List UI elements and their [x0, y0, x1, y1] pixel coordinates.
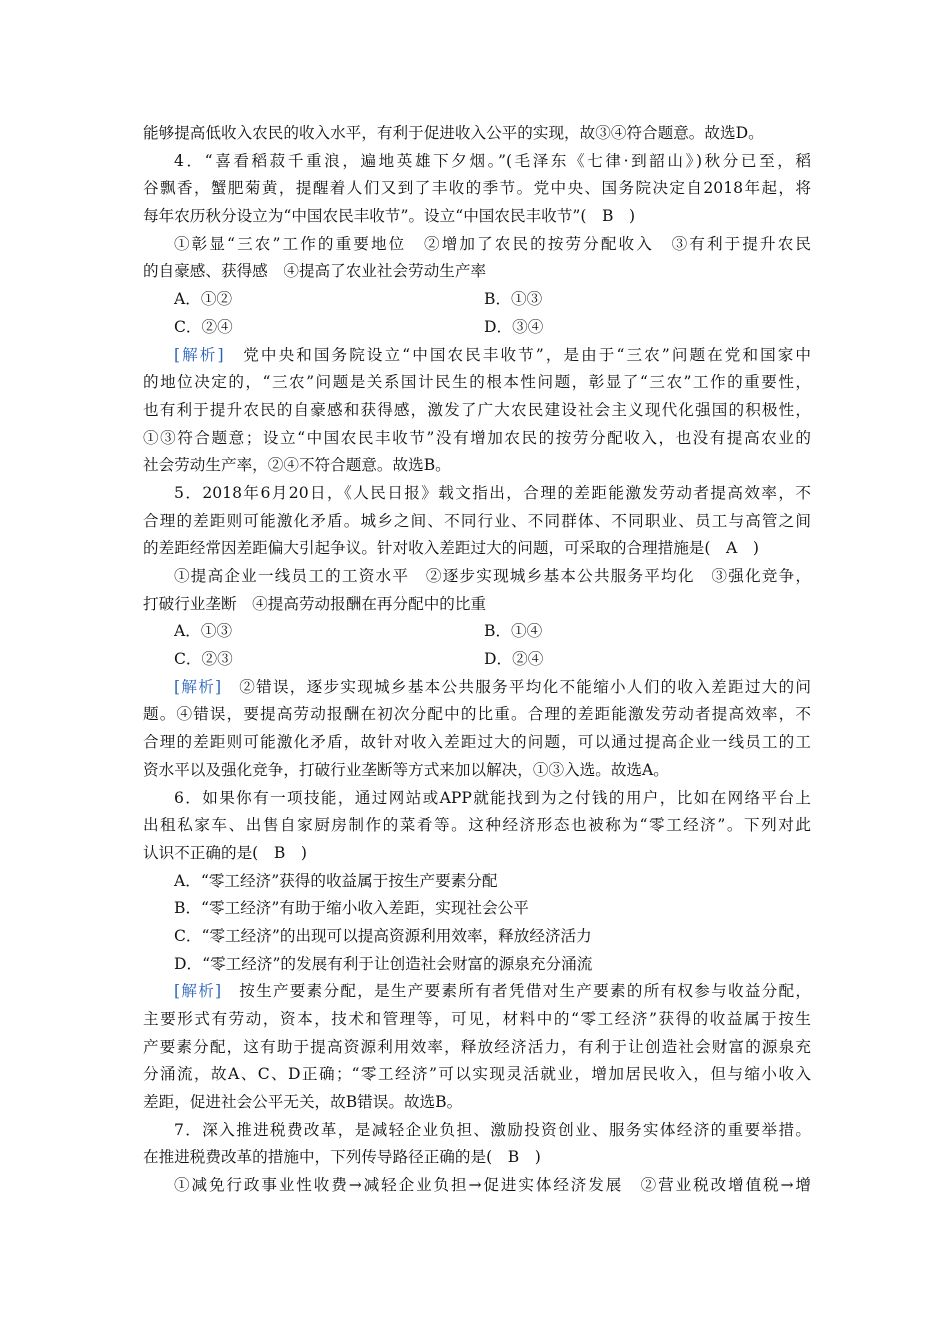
- question-6-stem-line: 6．如果你有一项技能，通过网站或APP就能找到为之付钱的用户，比如在网络平台上: [174, 788, 811, 807]
- question-5-analysis-line: 题。④错误，要提高劳动报酬在初次分配中的比重。合理的差距能激发劳动者提高效率，不: [143, 705, 811, 724]
- option-d: D．③④: [484, 317, 544, 336]
- question-4: [143, 148, 811, 480]
- question-6-analysis-line: 差距，促进社会公平无关，故B错误。故选B。: [143, 1093, 463, 1112]
- question-4-item-line: ①彰显“三农”工作的重要地位 ②增加了农民的按劳分配收入 ③有利于提升农民: [174, 234, 811, 253]
- question-4-stem-line: 每年农历秋分设立为“中国农民丰收节”。设立“中国农民丰收节”( B ): [143, 207, 636, 226]
- question-4-analysis-line: 社会劳动生产率，②④不符合题意。故选B。: [143, 456, 451, 475]
- question-4-item-line: 的自豪感、获得感 ④提高了农业社会劳动生产率: [143, 262, 487, 281]
- question-7-item-line: ①减免行政事业性收费→减轻企业负担→促进实体经济发展 ②营业税改增值税→增: [174, 1176, 811, 1195]
- question-5: [143, 480, 811, 785]
- question-6-analysis-line: 主要形式有劳动，资本，技术和管理等，可见，材料中的“零工经济”获得的收益属于按生: [143, 1010, 811, 1028]
- question-6-analysis-line: 分涌流，故A、C、D正确；“零工经济”可以实现灵活就业，增加居民收入，但与缩小收入: [143, 1065, 811, 1084]
- question-6-analysis-line: 产要素分配，这有助于提高资源利用效率，释放经济活力，有利于让创造社会财富的源泉充: [143, 1037, 811, 1056]
- question-6-choice-a: A．“零工经济”获得的收益属于按生产要素分配: [174, 871, 498, 890]
- question-4-analysis-line: ①③符合题意；设立“中国农民丰收节”没有增加农民的按劳分配收入，也没有提高农业的: [143, 428, 811, 447]
- question-5-analysis-line: 资水平以及强化竞争，打破行业垄断等方式来加以解决，①③入选。故选A。: [143, 760, 669, 779]
- question-4-options-row: [143, 314, 811, 342]
- option-c: C．②③: [174, 650, 233, 669]
- question-5-analysis-line: [143, 674, 811, 702]
- question-7-stem-line: 7．深入推进税费改革，是减轻企业负担、激励投资创业、服务实体经济的重要举措。: [174, 1120, 811, 1139]
- option-b: B．①④: [484, 622, 543, 641]
- option-d: D．②④: [484, 650, 544, 669]
- question-6-analysis-line: [143, 978, 811, 1006]
- question-5-item-line: ①提高企业一线员工的工资水平 ②逐步实现城乡基本公共服务平均化 ③强化竞争，: [174, 567, 811, 585]
- question-4-analysis-line: 也有利于提升农民的自豪感和获得感，激发了广大农民建设社会主义现代化强国的积极性，: [143, 400, 811, 419]
- question-5-stem-line: 的差距经常因差距偏大引起争议。针对收入差距过大的问题，可采取的合理措施是( A ): [143, 539, 759, 558]
- question-4-stem-line: 4．“喜看稻菽千重浪，遍地英雄下夕烟。”(毛泽东《七律·到韶山》)秋分已至，稻: [174, 151, 811, 170]
- analysis-tag: [解析]: [174, 982, 222, 1001]
- question-5-stem-line: 5．2018年6月20日，《人民日报》载文指出，合理的差距能激发劳动者提高效率，不: [174, 483, 811, 502]
- question-6-choice-c: C．“零工经济”的出现可以提高资源利用效率，释放经济活力: [174, 926, 592, 945]
- question-5-analysis-line: 合理的差距则可能激化矛盾，故针对收入差距过大的问题，可以通过提高企业一线员工的工: [143, 733, 811, 752]
- question-4-options-row: [143, 286, 811, 314]
- analysis-text: 按生产要素分配，是生产要素所有者凭借对生产要素的所有权参与收益分配，: [221, 982, 811, 1001]
- option-a: A．①②: [174, 290, 233, 309]
- option-c: C．②④: [174, 317, 233, 336]
- question-4-analysis-line: 的地位决定的，“三农”问题是关系国计民生的根本性问题，彰显了“三农”工作的重要性，: [143, 373, 811, 392]
- analysis-tag: [解析]: [174, 677, 222, 696]
- question-5-options-row: [143, 618, 811, 646]
- document-page: [143, 120, 811, 1200]
- question-6: [143, 785, 811, 1117]
- analysis-tag: [解析]: [174, 345, 224, 364]
- question-6-choice-d: D．“零工经济”的发展有利于让创造社会财富的源泉充分涌流: [174, 954, 593, 973]
- question-7-stem-line: 在推进税费改革的措施中，下列传导路径正确的是( B ): [143, 1148, 541, 1167]
- intro-line: 能够提高低收入农民的收入水平，有利于促进收入公平的实现，故③④符合题意。故选D。: [143, 124, 764, 142]
- analysis-text: 党中央和国务院设立“中国农民丰收节”，是由于“三农”问题在党和国家中: [223, 345, 812, 364]
- question-6-stem-line: 认识不正确的是( B ): [143, 843, 307, 862]
- option-b: B．①③: [484, 290, 543, 309]
- question-6-choice-b: B．“零工经济”有助于缩小收入差距，实现社会公平: [174, 899, 529, 918]
- question-7: [143, 1117, 811, 1200]
- question-4-analysis-line: [143, 342, 811, 370]
- question-5-options-row: [143, 646, 811, 674]
- question-5-stem-line: 合理的差距则可能激化矛盾。城乡之间、不同行业、不同群体、不同职业、员工与高管之间: [143, 511, 811, 530]
- question-6-stem-line: 出租私家车、出售自家厨房制作的菜肴等。这种经济形态也被称为“零工经济”。下列对此: [143, 816, 811, 835]
- option-a: A．①③: [174, 622, 233, 641]
- question-5-item-line: 打破行业垄断 ④提高劳动报酬在再分配中的比重: [143, 594, 487, 613]
- analysis-text: ②错误，逐步实现城乡基本公共服务平均化不能缩小人们的收入差距过大的问: [221, 677, 811, 696]
- question-4-stem-line: 谷飘香，蟹肥菊黄，提醒着人们又到了丰收的季节。党中央、国务院决定自2018年起，将: [143, 179, 811, 198]
